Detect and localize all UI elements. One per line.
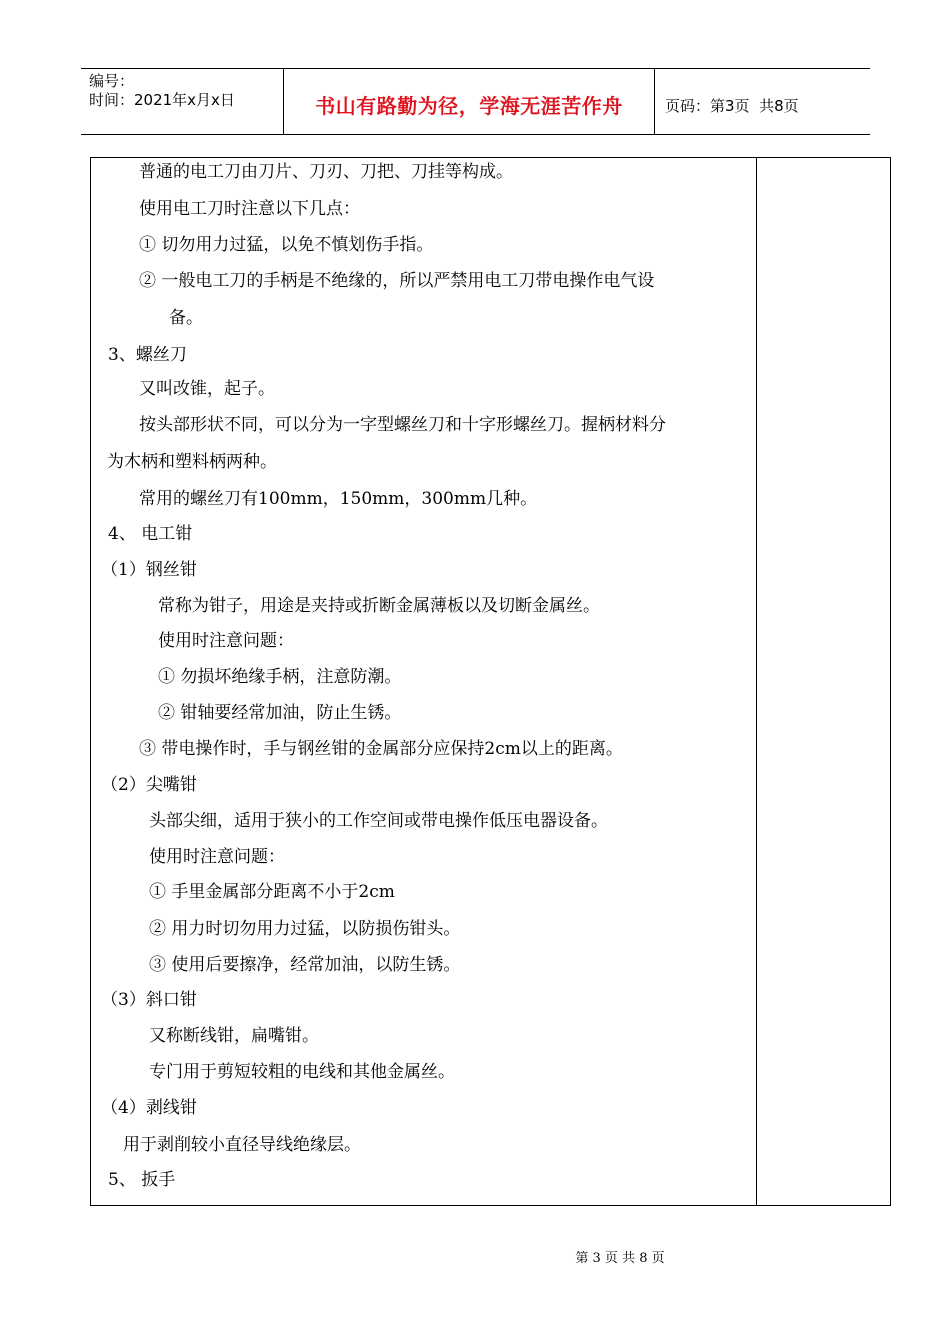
document-number-label: 编号： [89,72,135,90]
section-heading: 4、 电工钳 [108,524,193,544]
content-line: 头部尖细，适用于狭小的工作空间或带电操作低压电器设备。 [149,811,608,831]
page-footer: 第 3 页 共 8 页 [575,1251,665,1266]
header-page-info: 页码：第3页 共8页 [665,97,799,115]
content-line: ① 切勿用力过猛，以免不慎划伤手指。 [139,235,434,255]
content-line: ② 用力时切勿用力过猛，以防损伤钳头。 [149,919,461,939]
content-line: 又称断线钳，扁嘴钳。 [149,1026,319,1046]
content-line: 按头部形状不同，可以分为一字型螺丝刀和十字形螺丝刀。握柄材料分 [139,415,666,435]
content-table [90,157,891,1206]
content-line: ① 手里金属部分距离不小于2cm [149,882,395,902]
content-line: 常称为钳子，用途是夹持或折断金属薄板以及切断金属丝。 [158,596,600,616]
section-heading: 3、螺丝刀 [108,345,187,365]
content-line: ① 勿损坏绝缘手柄，注意防潮。 [158,667,402,687]
content-line: 使用电工刀时注意以下几点： [139,199,360,219]
content-line: ③ 带电操作时，手与钢丝钳的金属部分应保持2cm以上的距离。 [139,739,623,759]
content-column-divider [756,158,757,1205]
content-line: 使用时注意问题： [149,847,285,867]
content-line: ② 钳轴要经常加油，防止生锈。 [158,703,402,723]
subsection-heading: （3）斜口钳 [101,990,197,1010]
content-line: 专门用于剪短较粗的电线和其他金属丝。 [149,1062,455,1082]
content-line: 备。 [169,308,203,328]
content-line: 使用时注意问题： [158,631,294,651]
header-meta [89,72,235,110]
page-header [81,68,870,135]
content-line: ③ 使用后要擦净，经常加油，以防生锈。 [149,955,461,975]
content-line: ② 一般电工刀的手柄是不绝缘的，所以严禁用电工刀带电操作电气设 [139,271,655,291]
header-motto: 书山有路勤为径，学海无涯苦作舟 [315,94,623,118]
document-date-label: 时间：2021年x月x日 [89,91,235,109]
subsection-heading: （1）钢丝钳 [101,560,197,580]
content-line: 又叫改锥，起子。 [139,379,275,399]
section-heading: 5、 扳手 [108,1170,176,1190]
subsection-heading: （4）剥线钳 [101,1098,197,1118]
header-divider-right [654,69,655,135]
content-line: 普通的电工刀由刀片、刀刃、刀把、刀挂等构成。 [139,162,513,182]
subsection-heading: （2）尖嘴钳 [101,775,197,795]
content-line: 为木柄和塑料柄两种。 [107,452,277,472]
content-line: 用于剥削较小直径导线绝缘层。 [123,1135,361,1155]
content-line: 常用的螺丝刀有100mm，150mm，300mm几种。 [139,489,538,509]
